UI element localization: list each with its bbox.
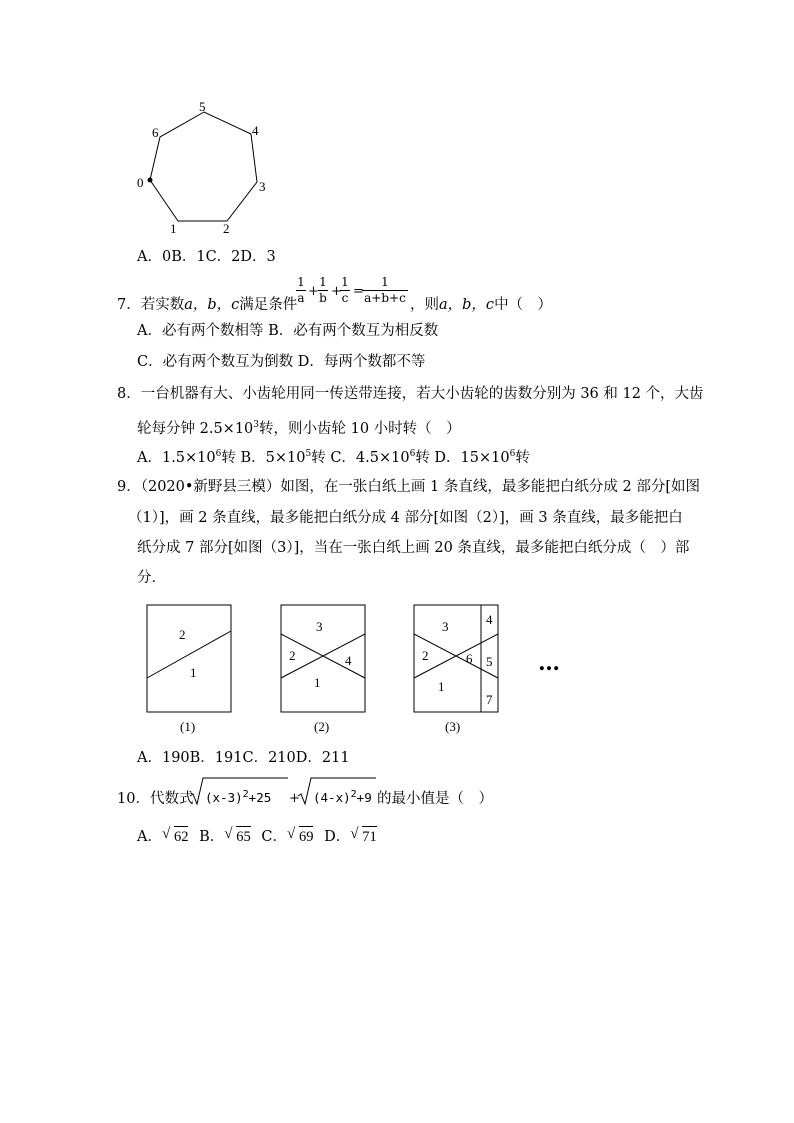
q7-stem-end <box>410 295 552 315</box>
region-label: 6 <box>466 651 473 666</box>
q7-stem <box>117 295 297 315</box>
q10-option-c: C． √ 69 <box>261 826 314 845</box>
q7-frac-sum <box>362 276 408 305</box>
q7-options-line2: C．必有两个数互为倒数 D．每两个数都不等 <box>137 354 426 370</box>
q9-figure-2 <box>274 600 374 740</box>
q8-option-b: B．$5\times 10^5$转 <box>240 449 331 466</box>
vertex-label-1: 1 <box>170 221 177 236</box>
region-label: 4 <box>486 612 493 627</box>
q7-frac-c <box>340 276 350 305</box>
frac-num: 1 <box>341 275 349 289</box>
vertex-label-0: 0 <box>137 175 144 190</box>
vertex-label-4: 4 <box>252 123 259 138</box>
frac-num: 1 <box>381 275 389 289</box>
frac-num: 1 <box>319 275 327 289</box>
q9-line3: 纸分成 7 部分[如图（3）]，当在一张白纸上画 20 条直线，最多能把白纸分成（ ）部 <box>137 540 690 556</box>
region-label: 4 <box>345 653 352 668</box>
figure-caption: (1) <box>180 719 196 734</box>
q8-line2-exp: 3 <box>253 420 260 430</box>
q7-frac-a <box>296 276 306 305</box>
plus-sign: + <box>289 791 300 806</box>
region-label: 7 <box>486 692 493 707</box>
q8-options <box>137 444 530 468</box>
region-label: 3 <box>442 619 449 634</box>
q8-line1: 8．一台机器有大、小齿轮用同一传送带连接，若大小齿轮的齿数分别为 36 和 12 个，大齿 <box>117 386 704 402</box>
ellipsis-dots: … <box>538 650 561 676</box>
q7-mid: 满足条件 <box>239 297 298 313</box>
q9-line1: 9．（2020•新野县三模）如图，在一张白纸上画 1 条直线，最多能把白纸分成 2 部分[如图 <box>117 479 700 495</box>
q10-option-b: B． √ 65 <box>199 826 251 845</box>
q10-option-a: A． √ 62 <box>137 826 189 845</box>
region-label: 1 <box>438 679 445 694</box>
q8-line2 <box>137 415 461 439</box>
plus-sign: + <box>331 284 342 299</box>
vertex-label-3: 3 <box>259 179 266 194</box>
q8-line2-b: 转，则小齿轮 10 小时转（ ） <box>259 420 461 437</box>
q7-suffix-post: 中（ ） <box>494 297 553 313</box>
frac-num: 1 <box>297 275 305 289</box>
region-label: 1 <box>314 675 321 690</box>
q10-option-d: D． √ 71 <box>324 826 377 845</box>
q9-options: A．190B．191C．210D．211 <box>137 750 350 766</box>
q9-line4: 分． <box>137 570 166 586</box>
heptagon-shape <box>150 112 257 221</box>
region-label: 2 <box>289 648 296 663</box>
q8-option-d: D．$15\times 10^6$转 <box>434 449 530 466</box>
vertex-label-6: 6 <box>152 125 159 140</box>
frac-den: b <box>319 291 327 305</box>
vertex-0-dot <box>148 178 153 183</box>
q7-suffix-pre: ，则 <box>410 297 439 313</box>
q7-frac-b <box>318 276 328 305</box>
region-label: 2 <box>422 648 429 663</box>
q6-options: A．0B．1C．2D．3 <box>137 249 276 265</box>
q10-suffix: 的最小值是（ ） <box>377 791 493 807</box>
equals-sign: = <box>353 284 364 299</box>
q10-prefix: 10．代数式 <box>117 791 194 807</box>
q8-option-a: A．$1.5\times 10^6$转 <box>137 449 241 466</box>
figure-caption: (2) <box>314 719 330 734</box>
heptagon-figure <box>130 95 280 240</box>
region-label: 5 <box>486 654 493 669</box>
q9-figure-1 <box>140 600 240 740</box>
q8-line2-a: 轮每分钟 2.5×10 <box>137 420 254 437</box>
q9-figure-3 <box>407 600 507 740</box>
vertex-label-5: 5 <box>199 99 206 114</box>
frac-den: c <box>341 291 349 305</box>
q10-radicand-1: $(x-3)^2+25$ <box>205 789 272 806</box>
q7-options-line1: A．必有两个数相等 B．必有两个数互为相反数 <box>137 323 439 339</box>
frac-den: a+b+c <box>364 291 406 305</box>
q9-line2: （1）]，画 2 条直线，最多能把白纸分成 4 部分[如图（2）]，画 3 条直线，最多能把白 <box>128 510 683 526</box>
figure-caption: (3) <box>445 719 461 734</box>
vertex-label-2: 2 <box>223 221 230 236</box>
region-label: 1 <box>190 665 197 680</box>
q10-radicand-2: $(4-x)^2+9$ <box>313 789 372 806</box>
frac-den: a <box>297 291 305 305</box>
q7-prefix: 7．若实数 <box>117 297 185 313</box>
q10-options <box>137 826 377 847</box>
q7-vars: a，b，c <box>184 297 240 313</box>
q7-suffix-vars: a，b，c <box>439 297 495 313</box>
q8-option-c: C．$4.5\times 10^6$转 <box>330 449 435 466</box>
plus-sign: + <box>308 284 319 299</box>
region-label: 2 <box>179 627 186 642</box>
region-label: 3 <box>316 619 323 634</box>
